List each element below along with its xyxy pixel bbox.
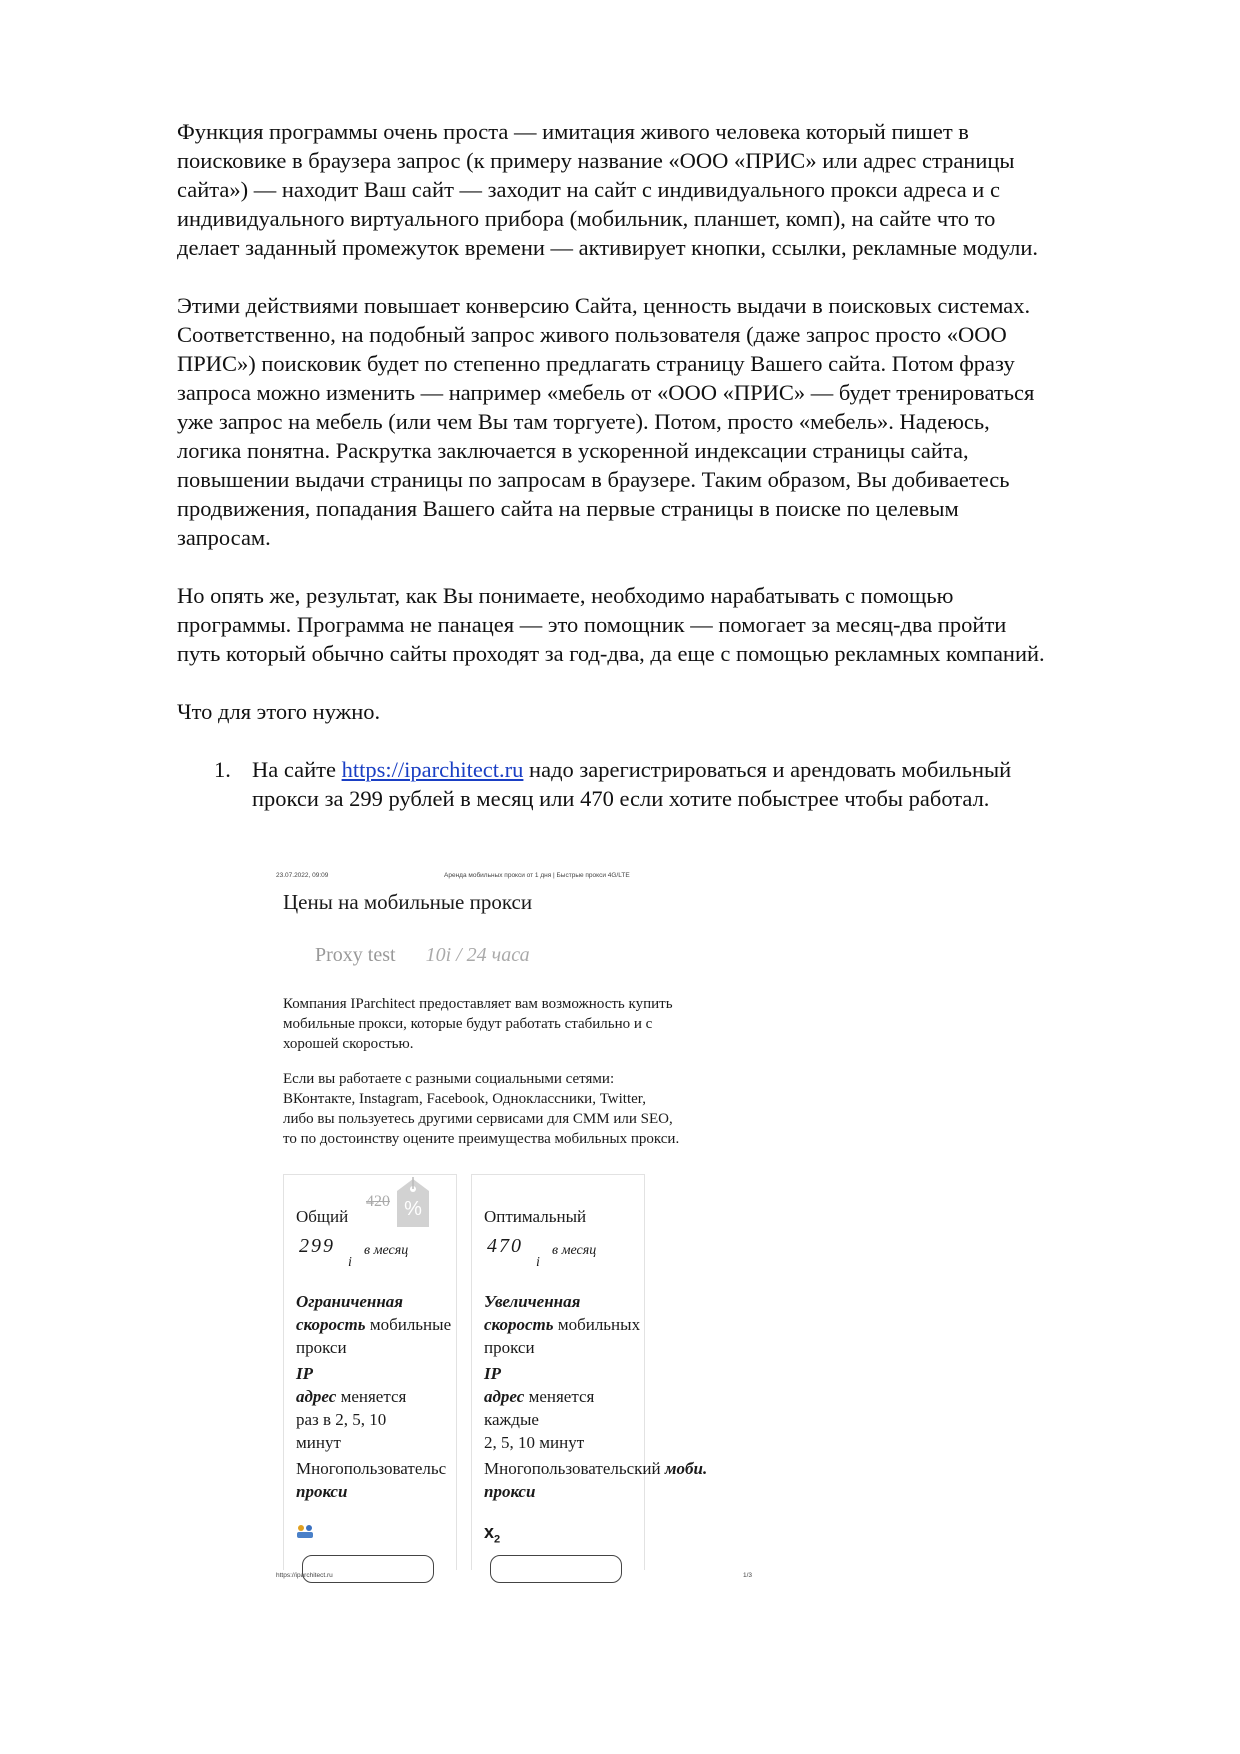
step-text-before: На сайте [252,757,342,782]
feature-ip [296,1362,496,1454]
step-number: 1. [214,757,231,782]
multiplier-sub: 2 [494,1533,501,1546]
plan-currency: i [348,1255,352,1270]
proxy-test-label: Proxy test [315,944,396,966]
feature-ip-rest: меняется каждые 2, 5, 10 минут [484,1387,595,1452]
document-body [177,117,1177,755]
feature-speed-bold: Увеличенная скорость [484,1292,581,1334]
discount-tag-icon [391,1177,435,1229]
plan-card-optimal [471,1174,708,1570]
plan-price: 299 [299,1235,335,1257]
feature-multiuser-text: Многопользовательский [484,1459,665,1478]
print-page-number: 1/3 [742,1572,752,1579]
paragraph-conversion: Этими действиями повышает конверсию Сайта, ценность выдачи в поисковых системах. Соответственно, на подобный запрос живого пользователя (даже запрос просто «ООО ПРИС») поисковик будет по степенно предлагать страницу Вашего сайта. Потом фразу запроса можно изменить — например «мебель от «ООО «ПРИС» — будет тренироваться уже запрос на мебель (или чем Вы там торгуете). Потом, просто «мебель». Надеюсь, логика понятна. Раскрутка заключается в ускоренной индексации страницы сайта, повышении выдачи страницы по запросам в браузере. Таким образом, Вы добиваетесь продвижения, попадания Вашего сайта на первые страницы в поиске по целевым запросам. [177,293,1035,550]
feature-ip-bold: IP адрес [484,1364,525,1406]
step-text [252,755,1112,813]
feature-speed [296,1290,496,1359]
social-networks-text: Если вы работаете с разными социальными сетями: ВКонтакте, Instagram, Facebook, Одноклассники, Twitter, либо вы пользуетесь другими сервисами для СММ или SEO, то по достоинству оцените преимущества мобильных прокси. [283,1071,680,1147]
svg-text:%: % [404,1198,422,1220]
paragraph-results: Но опять же, результат, как Вы понимаете, необходимо нарабатывать с помощью программы. Программа не панацея — это помощник — помогает за месяц-два пройти путь который обычно сайты проходят за год-два, да еще с помощью рекламных компаний. [177,583,1045,666]
multiplier-x: x [484,1522,495,1542]
step-text-after: надо зарегистрироваться и арендовать мобильный прокси за 299 рублей в месяц или 470 если хотите побыстрее чтобы работал. [252,757,1012,811]
plan-period: в месяц [552,1243,597,1258]
prices-heading: Цены на мобильные прокси [283,890,533,914]
iparchitect-link[interactable]: https://iparchitect.ru [341,757,524,782]
company-intro: Компания IParchitect предоставляет вам возможность купить мобильные прокси, которые будут работать стабильно и с хорошей скоростью. [283,996,673,1052]
plan-price: 470 [487,1235,523,1257]
feature-ip-bold: IP адрес [296,1364,337,1406]
feature-multiuser-bold: прокси [296,1482,348,1501]
proxy-test-price: 10i / 24 часа [425,944,530,966]
paragraph-what-needed: Что для этого нужно. [177,699,381,724]
plan-card-general [283,1174,457,1570]
pricing-screenshot [276,872,752,1582]
multiplier-icon [484,1521,500,1552]
feature-speed-bold: Ограниченная скорость [296,1292,404,1334]
print-date: 23.07.2022, 09:09 [276,872,329,879]
print-footer-url: https://iparchitect.ru [276,1572,333,1579]
print-title: Аренда мобильных прокси от 1 дня | Быстрые прокси 4G/LTE [444,872,630,879]
order-button[interactable] [490,1555,622,1583]
feature-speed-rest: мобильных прокси [484,1315,641,1357]
feature-multiuser-text: Многопользовательс [296,1459,447,1478]
old-price: 420 [366,1193,390,1210]
feature-ip-rest: меняется раз в 2, 5, 10 минут [296,1387,407,1452]
feature-ip [484,1362,684,1454]
proxy-test-row [315,944,530,967]
feature-speed-rest: мобильные прокси [296,1315,452,1357]
paragraph-program-function: Функция программы очень проста — имитация живого человека который пишет в поисковике в браузера запрос (к примеру название «ООО «ПРИС» или адрес страницы сайта») — находит Ваш сайт — заходит на сайт с индивидуального прокси адреса и с индивидуального виртуального прибора (мобильник, планшет, комп), на сайте что то делает заданный промежуток времени — активирует кнопки, ссылки, рекламные модули. [177,119,1039,260]
feature-multiuser-bold: моби. прокси [484,1459,708,1501]
plan-currency: i [536,1255,540,1270]
feature-speed [484,1290,684,1359]
plan-period: в месяц [364,1243,409,1258]
plan-name: Общий [296,1207,349,1226]
group-users-icon [296,1523,314,1539]
plan-name: Оптимальный [484,1207,587,1226]
feature-multiuser [484,1457,744,1503]
